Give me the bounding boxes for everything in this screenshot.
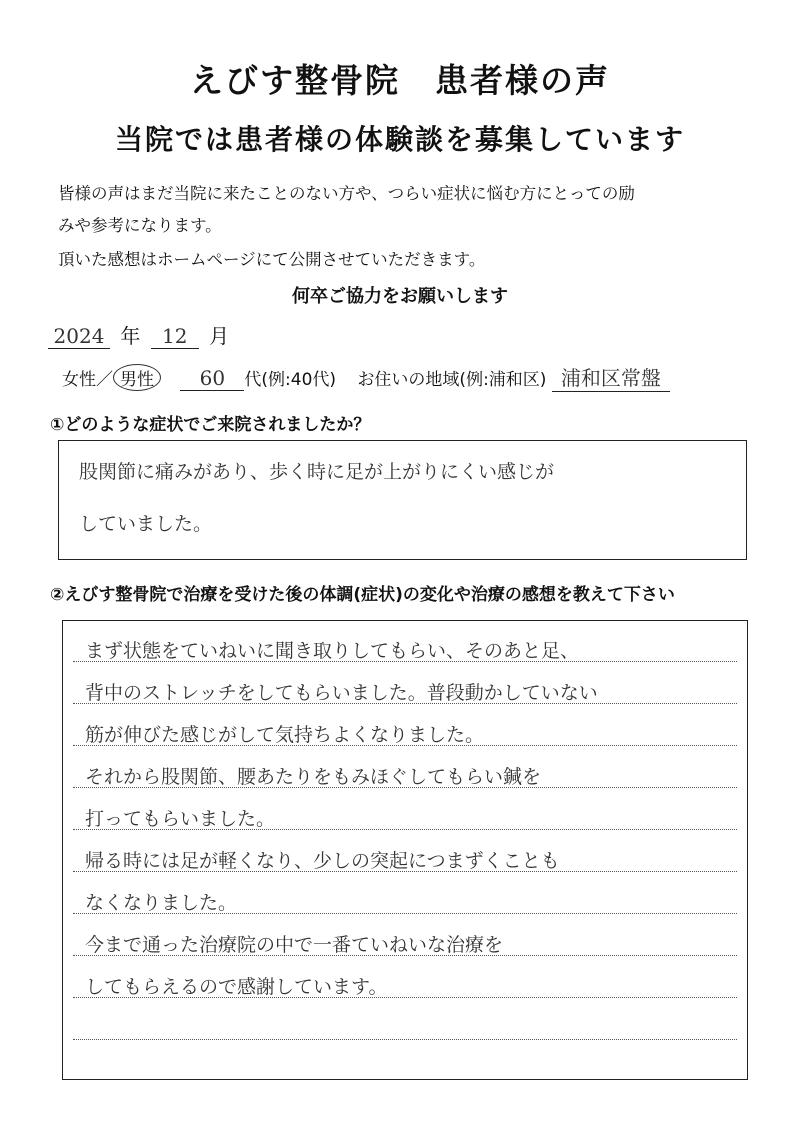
page-subtitle: 当院では患者様の体験談を募集しています: [114, 123, 685, 156]
answer-1-line: していました。: [79, 513, 213, 535]
gender-separator: ／: [96, 370, 113, 390]
year-field[interactable]: 2024: [48, 324, 110, 349]
answer-2-line: 筋が伸びた感じがして気持ちよくなりました。: [85, 724, 485, 746]
area-field[interactable]: 浦和区常盤: [552, 362, 670, 392]
intro-text-line-3: 頂いた感想はホームページにて公開させていただきます。: [58, 250, 486, 269]
intro-text-line-1: 皆様の声はまだ当院に来たことのない方や、つらい症状に悩む方にとっての励: [58, 184, 635, 203]
page-title: えびす整骨院 患者様の声: [190, 61, 610, 100]
answer-2-line: まず状態をていねいに聞き取りしてもらい、そのあと足、: [85, 640, 580, 662]
month-label: 月: [209, 324, 230, 348]
question-2-label: ②えびす整骨院で治療を受けた後の体調(症状)の変化や治療の感想を教えて下さい: [50, 585, 675, 605]
age-field[interactable]: 60: [180, 366, 244, 391]
question-1-label: ①どのような症状でご来院されましたか？: [50, 415, 371, 435]
gender-female-option[interactable]: 女性: [62, 370, 96, 390]
area-label: お住いの地域(例:浦和区): [357, 370, 547, 390]
answer-2-line: それから股関節、腰あたりをもみほぐしてもらい鍼を: [85, 766, 542, 788]
answer-2-line: 今まで通った治療院の中で一番ていねいな治療を: [85, 934, 504, 956]
answer-2-line: してもらえるので感謝しています。: [85, 976, 388, 998]
question-1-answer-box[interactable]: [58, 440, 747, 560]
answer-2-line: 打ってもらいました。: [85, 808, 276, 830]
answer-1-line: 股関節に痛みがあり、歩く時に足が上がりにくい感じが: [79, 461, 555, 483]
cooperation-request: 何卒ご協力をお願いします: [292, 286, 508, 307]
date-row: [48, 320, 233, 349]
intro-text-line-2: みや参考になります。: [58, 216, 222, 235]
ruled-line: [73, 1039, 737, 1040]
age-label: 代(例:40代): [244, 370, 337, 390]
answer-2-line: 帰る時には足が軽くなり、少しの突起につまずくことも: [85, 850, 560, 872]
year-label: 年: [120, 324, 141, 348]
answer-2-line: 背中のストレッチをしてもらいました。普段動かしていない: [85, 682, 598, 704]
answer-2-line: なくなりました。: [85, 892, 238, 914]
respondent-info-row: [62, 362, 670, 392]
question-2-answer-box[interactable]: [62, 620, 748, 1080]
month-field[interactable]: 12: [151, 324, 199, 349]
gender-male-option-selected[interactable]: 男性: [113, 364, 161, 391]
